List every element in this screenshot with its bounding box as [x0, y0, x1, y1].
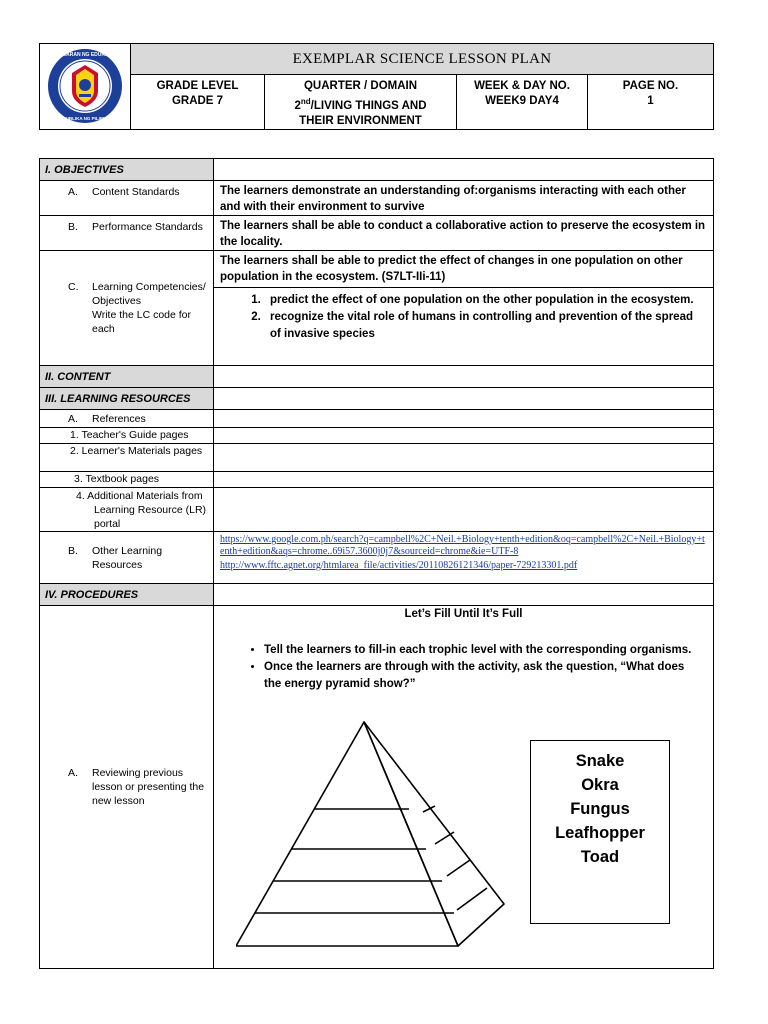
seal-cell — [40, 44, 131, 130]
svg-text:KAGAWARAN NG EDUKASYON: KAGAWARAN NG EDUKASYON — [47, 52, 123, 59]
organism-label: Leafhopper — [555, 824, 645, 842]
learners-materials-empty-cell — [214, 444, 714, 472]
quarter-domain-label: QUARTER / DOMAIN — [303, 80, 418, 92]
grade-level-value: GRADE 7 — [171, 95, 224, 107]
performance-standards-label: Performance Standards — [92, 221, 203, 233]
teachers-guide-label: 1. Teacher's Guide pages — [70, 429, 189, 441]
page-number-value: 1 — [647, 95, 654, 107]
grade-level-cell — [131, 75, 265, 130]
campbell-biology-link[interactable]: https://www.google.com.ph/search?q=campbell%2C+Neil.+Biology+tenth+edition&oq=campbell%2C+Neil.+Biology+tenth+edition&aqs=chrome..69i57.3600j0j7&sourceid=chrome&ie=UTF-8 — [220, 534, 705, 557]
other-resources-label-cell — [40, 532, 214, 584]
instruction-item: • Once the learners are through with the activity, ask the question, “What does the energy pyramid show?” — [264, 659, 703, 693]
competency-item: 1. predict the effect of one population on the other population in the ecosystem. — [264, 292, 705, 309]
quarter-domain-cell — [265, 75, 457, 130]
performance-standards-text: The learners shall be able to conduct a collaborative action to preserve the ecosystem in the locality. — [220, 220, 706, 248]
objectives-heading: I. OBJECTIVES — [40, 159, 214, 181]
references-label-cell — [40, 410, 214, 428]
additional-materials-label-cell — [40, 488, 214, 532]
references-empty-cell — [214, 410, 714, 428]
quarter-domain-text: /LIVING THINGS AND THEIR ENVIRONMENT — [299, 99, 427, 127]
reviewing-letter: A. — [68, 767, 78, 779]
references-letter: A. — [68, 413, 78, 425]
side-level-line — [447, 860, 470, 876]
content-heading: II. CONTENT — [40, 366, 214, 388]
page-number-cell — [588, 75, 714, 130]
competencies-letter: C. — [68, 281, 79, 293]
learning-resources-empty-cell — [214, 388, 714, 410]
other-resources-label: Other Learning Resources — [92, 544, 163, 571]
references-label: References — [92, 413, 146, 425]
organism-label: Okra — [581, 776, 619, 794]
lesson-plan-header — [39, 43, 714, 130]
performance-standards-letter: B. — [68, 221, 78, 233]
content-standards-letter: A. — [68, 186, 78, 198]
content-standards-text: The learners demonstrate an understanding of:organisms interacting with each other and with their environment to survive — [220, 185, 686, 213]
textbook-label-cell — [40, 472, 214, 488]
objectives-empty-cell — [214, 159, 714, 181]
content-standards-label-cell — [40, 181, 214, 216]
competency-item: 2. recognize the vital role of humans in controlling and prevention of the spread of invasive species — [264, 309, 705, 343]
reviewing-label-cell — [40, 606, 214, 969]
lesson-plan-table — [39, 158, 714, 969]
side-level-line — [457, 888, 487, 910]
competencies-note: Write the LC code for each — [92, 309, 192, 335]
procedures-empty-cell — [214, 584, 714, 606]
week-day-value: WEEK9 DAY4 — [485, 95, 559, 107]
side-level-line — [435, 832, 454, 844]
fftc-paper-link[interactable]: http://www.fftc.agnet.org/htmlarea_file/activities/20110826121346/paper-729213301.pdf — [220, 560, 578, 571]
activity-instructions — [214, 642, 713, 693]
quarter-number: 2 — [294, 99, 301, 112]
week-day-cell — [457, 75, 588, 130]
procedures-heading: IV. PROCEDURES — [40, 584, 214, 606]
other-resources-letter: B. — [68, 544, 78, 557]
organism-label: Fungus — [570, 800, 630, 818]
learning-resources-heading: III. LEARNING RESOURCES — [40, 388, 214, 410]
content-standards-label: Content Standards — [92, 186, 180, 198]
performance-standards-label-cell — [40, 216, 214, 251]
learners-materials-label: 2. Learner's Materials pages — [70, 445, 203, 457]
organisms-box — [530, 740, 670, 924]
deped-seal-icon — [46, 47, 124, 125]
content-empty-cell — [214, 366, 714, 388]
performance-standards-cell — [214, 216, 714, 251]
competencies-label-cell — [40, 251, 214, 366]
svg-text:REPUBLIKA NG PILIPINAS: REPUBLIKA NG PILIPINAS — [56, 116, 114, 122]
textbook-empty-cell — [214, 472, 714, 488]
competencies-label: Learning Competencies/ Objectives — [92, 281, 206, 307]
other-resources-cell — [214, 532, 714, 584]
competencies-cell — [214, 251, 714, 366]
reviewing-label: Reviewing previous lesson or presenting the new lesson — [92, 767, 205, 807]
content-standards-cell — [214, 181, 714, 216]
competencies-text: The learners shall be able to predict the effect of changes in one population on other population in the ecosystem. (S7LT-IIi-11) — [214, 251, 713, 288]
activity-title: Let’s Fill Until It’s Full — [404, 608, 523, 620]
textbook-label: 3. Textbook pages — [74, 473, 160, 485]
competencies-list — [214, 288, 713, 347]
teachers-guide-empty-cell — [214, 428, 714, 444]
reviewing-activity-cell — [214, 606, 714, 969]
quarter-suffix: nd — [300, 97, 311, 106]
learners-materials-label-cell — [40, 444, 214, 472]
grade-level-label: GRADE LEVEL — [156, 80, 239, 92]
organism-label: Toad — [580, 848, 620, 866]
page-number-label: PAGE NO. — [622, 80, 679, 92]
organism-label: Snake — [575, 752, 625, 770]
additional-materials-empty-cell — [214, 488, 714, 532]
quarter-domain-value — [265, 94, 456, 129]
teachers-guide-label-cell — [40, 428, 214, 444]
additional-materials-label: 4. Additional Materials from Learning Resource (LR) portal — [76, 490, 207, 530]
energy-pyramid-diagram — [236, 720, 516, 952]
lesson-plan-title: EXEMPLAR SCIENCE LESSON PLAN — [131, 44, 714, 75]
instruction-item: • Tell the learners to fill-in each trophic level with the corresponding organisms. — [264, 642, 703, 659]
week-day-label: WEEK & DAY NO. — [474, 80, 570, 92]
